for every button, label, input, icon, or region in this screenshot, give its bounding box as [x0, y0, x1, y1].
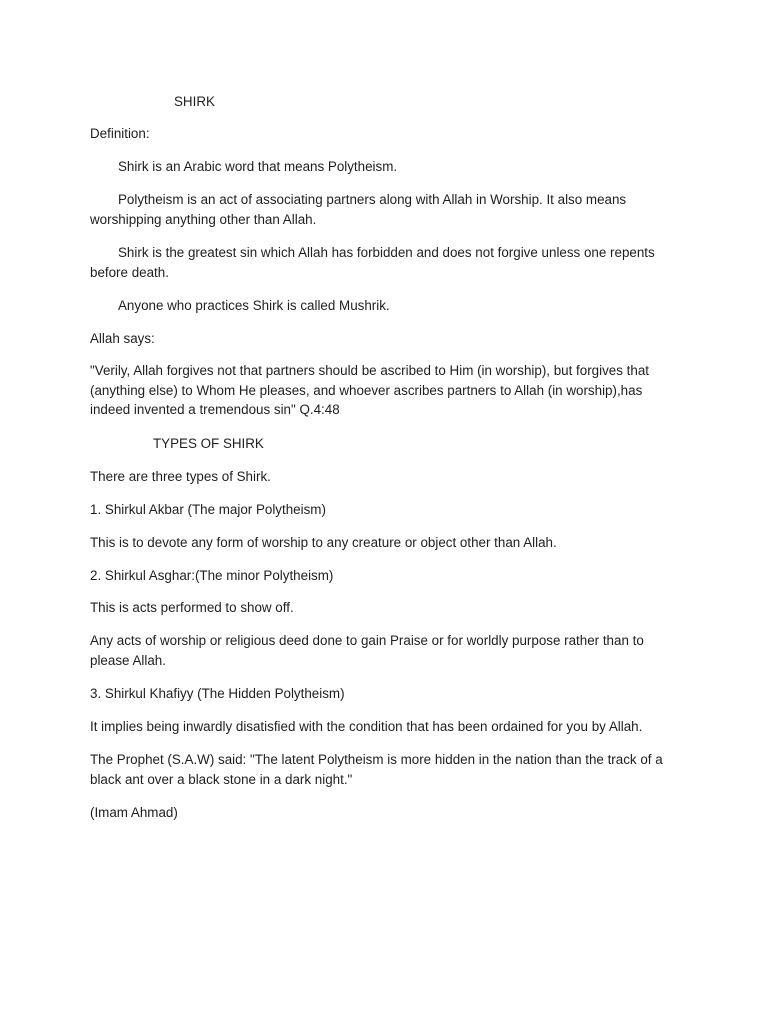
type-1-description: This is to devote any form of worship to any creature or object other than Allah. [90, 535, 557, 550]
type-2-title: 2. Shirkul Asghar:(The minor Polytheism) [90, 568, 334, 583]
type-3-description: It implies being inwardly disatisfied with the condition that has been ordained for you by Allah. [90, 719, 643, 734]
types-heading: TYPES OF SHIRK [153, 436, 264, 451]
quran-quote-line-2: (anything else) to Whom He pleases, and whoever ascribes partners to Allah (in worship),has [90, 382, 643, 398]
quran-quote-line-3: indeed invented a tremendous sin" Q.4:48 [90, 402, 340, 417]
quran-quote [90, 361, 690, 420]
definition-paragraph-2-line-1: Polytheism is an act of associating partners along with Allah in Worship. It also means [118, 192, 627, 207]
type-2-description-2-line-1: Any acts of worship or religious deed done to gain Praise or for worldly purpose rather than to [90, 633, 644, 648]
quran-quote-line-1: "Verily, Allah forgives not that partners should be ascribed to Him (in worship), but forgives that [90, 363, 649, 378]
document-title: SHIRK [174, 94, 215, 109]
hadith-quote [90, 750, 690, 789]
type-3-title: 3. Shirkul Khafiyy (The Hidden Polytheism) [90, 686, 345, 701]
definition-heading: Definition: [90, 126, 150, 141]
definition-paragraph-2 [90, 190, 690, 229]
definition-paragraph-3 [90, 243, 690, 282]
definition-paragraph-4: Anyone who practices Shirk is called Mushrik. [118, 298, 390, 313]
type-2-description-2-line-2: please Allah. [90, 652, 166, 668]
types-intro: There are three types of Shirk. [90, 469, 271, 484]
definition-paragraph-3-line-2: before death. [90, 264, 169, 280]
hadith-quote-line-2: black ant over a black stone in a dark night." [90, 771, 353, 787]
definition-paragraph-1: Shirk is an Arabic word that means Polytheism. [118, 159, 398, 174]
type-2-description-2 [90, 631, 690, 670]
type-1-title: 1. Shirkul Akbar (The major Polytheism) [90, 502, 326, 517]
hadith-source: (Imam Ahmad) [90, 805, 178, 820]
definition-paragraph-2-line-2: worshipping anything other than Allah. [90, 211, 317, 227]
allah-says-label: Allah says: [90, 331, 155, 346]
type-2-description-1: This is acts performed to show off. [90, 600, 294, 615]
definition-paragraph-3-line-1: Shirk is the greatest sin which Allah has forbidden and does not forgive unless one repents [118, 245, 655, 260]
hadith-quote-line-1: The Prophet (S.A.W) said: "The latent Polytheism is more hidden in the nation than the track of a [90, 752, 663, 767]
